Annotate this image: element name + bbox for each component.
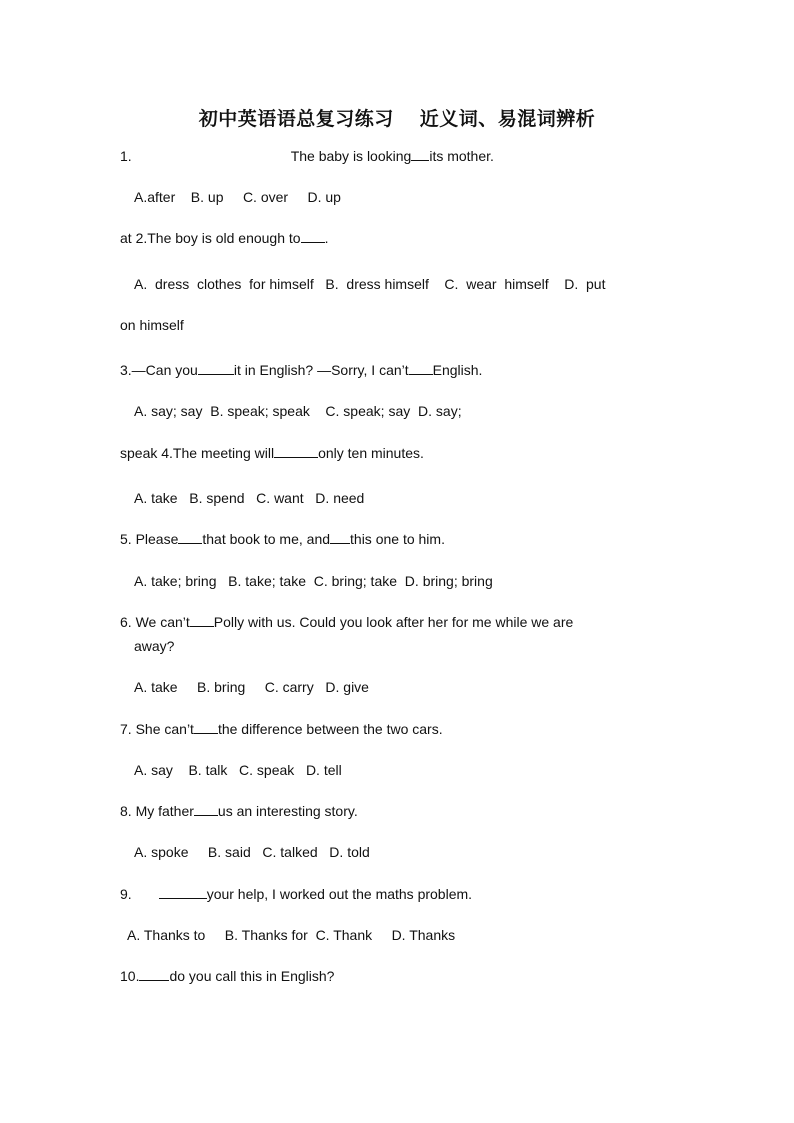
- question-7: [120, 720, 443, 738]
- answer-blank: [198, 361, 234, 375]
- answer-blank: [194, 802, 218, 816]
- q2-text-a: at 2.The boy is old enough to: [120, 230, 301, 246]
- q8-options: A. spoke B. said C. talked D. told: [134, 844, 370, 860]
- answer-blank: [274, 444, 318, 458]
- q8-text-b: us an interesting story.: [217, 803, 358, 819]
- title-main: 初中英语语总复习练习: [198, 108, 394, 130]
- answer-blank: [159, 885, 207, 899]
- question-4: [120, 444, 424, 462]
- question-1: [120, 147, 494, 165]
- q2-text-b: .: [324, 230, 329, 246]
- q1-text-b: its mother.: [429, 148, 494, 164]
- answer-blank: [190, 613, 214, 627]
- page-title: [0, 104, 794, 131]
- q9-text-b: your help, I worked out the maths problem.: [206, 886, 473, 902]
- q4-options: A. take B. spend C. want D. need: [134, 490, 365, 506]
- answer-blank: [139, 967, 169, 981]
- q4-text-a: speak 4.The meeting will: [120, 445, 275, 461]
- answer-blank: [178, 530, 202, 544]
- q1-text-a: The baby is looking: [290, 148, 412, 164]
- answer-blank: [411, 147, 429, 161]
- question-8: [120, 802, 358, 820]
- q7-options: A. say B. talk C. speak D. tell: [134, 762, 342, 778]
- question-2: [120, 229, 328, 247]
- q6-text-cont: away?: [134, 638, 175, 654]
- q7-text-a: 7. She can’t: [120, 721, 194, 737]
- q5-text-c: this one to him.: [350, 531, 445, 547]
- q5-options: A. take; bring B. take; take C. bring; take D. bring; bring: [134, 573, 493, 589]
- answer-blank: [330, 530, 350, 544]
- question-3: [120, 361, 482, 379]
- q6-text-a: 6. We can’t: [120, 614, 190, 630]
- q2-options: A. dress clothes for himself B. dress himself C. wear himself D. put: [134, 276, 606, 292]
- q1-number: 1.: [120, 148, 132, 164]
- q1-options: A.after B. up C. over D. up: [134, 189, 341, 205]
- title-sub: 近义词、易混词辨析: [419, 108, 596, 130]
- question-10: [120, 967, 334, 985]
- q10-text-b: do you call this in English?: [169, 968, 335, 984]
- q8-text-a: 8. My father: [120, 803, 194, 819]
- answer-blank: [194, 720, 218, 734]
- q3-text-a: 3.—Can you: [120, 362, 198, 378]
- q2-options-cont: on himself: [120, 317, 184, 333]
- q3-text-c: English.: [432, 362, 483, 378]
- answer-blank: [301, 229, 325, 243]
- q5-text-b: that book to me, and: [202, 531, 331, 547]
- q4-text-b: only ten minutes.: [318, 445, 424, 461]
- q6-text-b: Polly with us. Could you look after her for me while we are: [213, 614, 574, 630]
- question-6: [120, 613, 573, 631]
- question-9: [120, 885, 472, 903]
- question-5: [120, 530, 445, 548]
- q3-text-b: it in English? —Sorry, I can’t: [233, 362, 409, 378]
- q6-options: A. take B. bring C. carry D. give: [134, 679, 369, 695]
- q3-options: A. say; say B. speak; speak C. speak; say D. say;: [134, 403, 462, 419]
- q9-number: 9.: [120, 886, 132, 902]
- q7-text-b: the difference between the two cars.: [217, 721, 443, 737]
- q9-options: A. Thanks to B. Thanks for C. Thank D. Thanks: [127, 927, 456, 943]
- answer-blank: [409, 361, 433, 375]
- q5-text-a: 5. Please: [120, 531, 179, 547]
- q10-text-a: 10.: [120, 968, 140, 984]
